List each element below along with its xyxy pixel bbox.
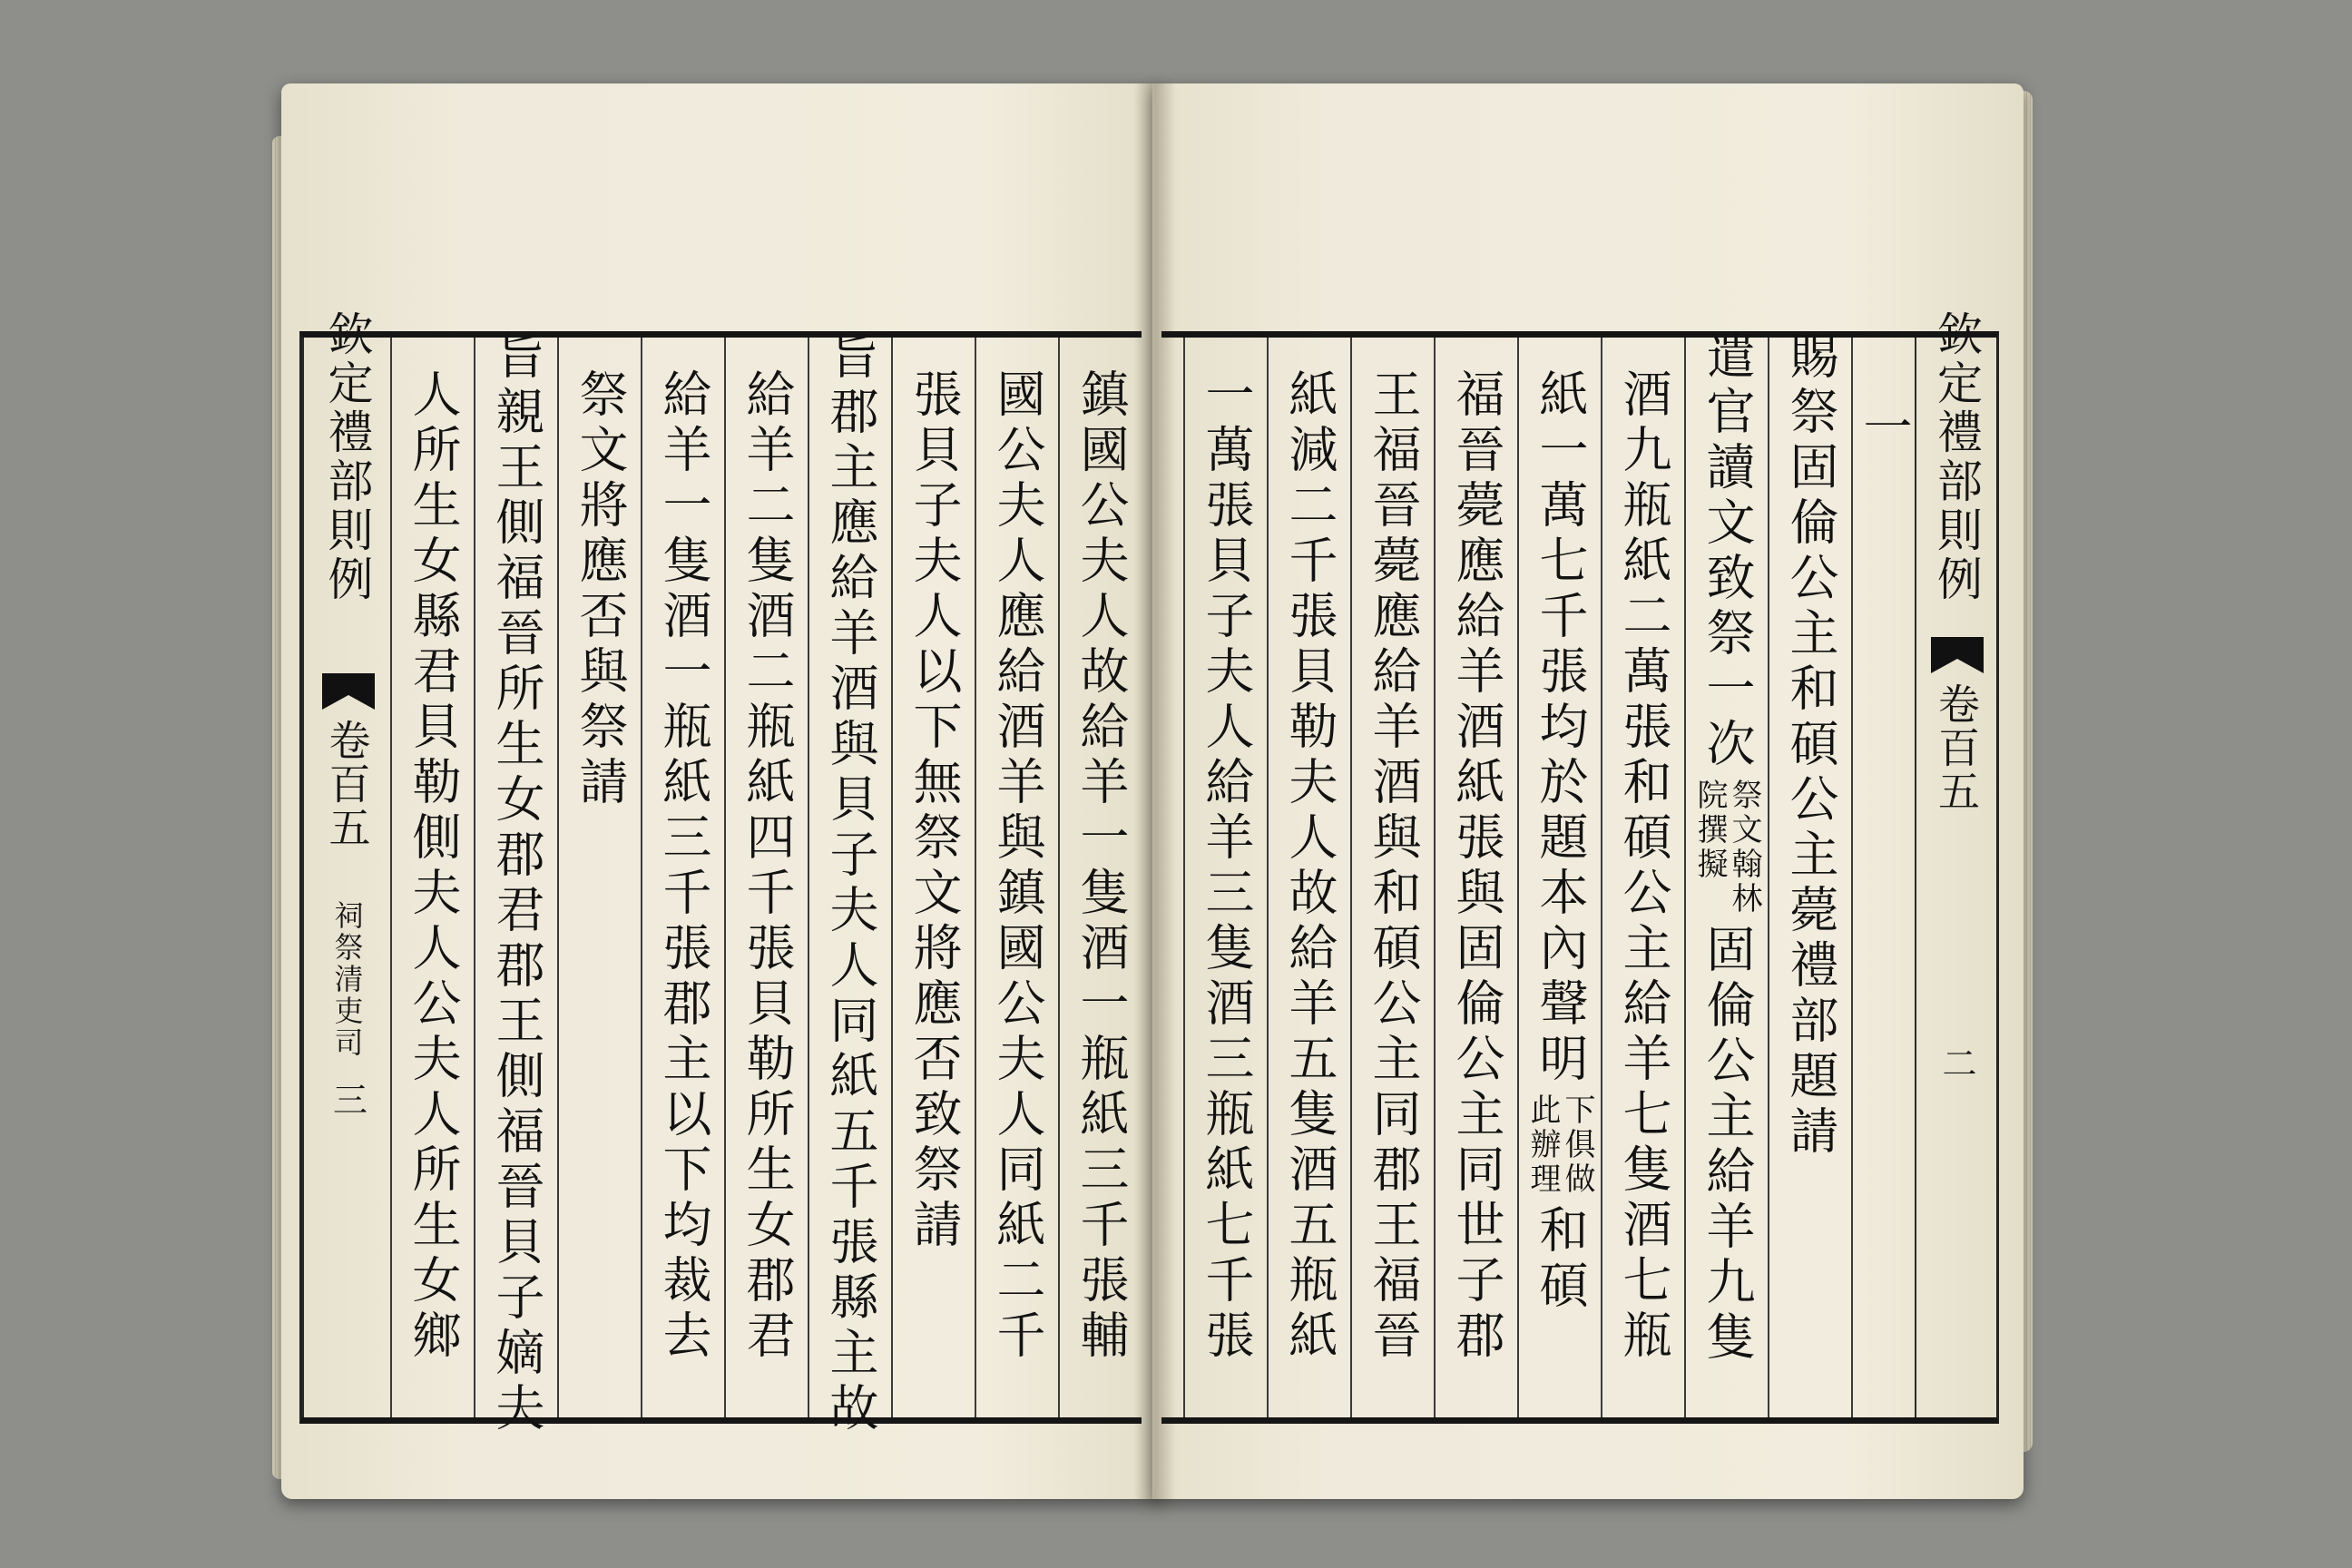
- right-column-2-note-a: 祭文翰林: [1726, 779, 1762, 916]
- left-column-2: [975, 338, 1058, 1417]
- right-banner: [1915, 310, 1996, 1417]
- right-column-7-text: 紙減二千張貝勒夫人故給羊五隻酒五瓶紙: [1281, 368, 1338, 1365]
- left-banner-folio: 三: [327, 1082, 368, 1116]
- right-banner-juan: 卷百五: [1932, 682, 1981, 813]
- right-fish-tail-icon: [1931, 637, 1984, 673]
- right-column-1-text: 賜祭固倫公主和碩公主薨禮部題請: [1782, 330, 1839, 1161]
- right-column-4-note-a: 下俱做: [1559, 1093, 1595, 1197]
- right-column-3: [1601, 338, 1684, 1417]
- left-column-3: [891, 338, 975, 1417]
- left-column-7-text: 祭文將應否與祭請: [572, 368, 629, 811]
- left-column-1-text: 鎮國公夫人故給羊一隻酒一瓶紙三千張輔: [1073, 368, 1130, 1365]
- right-section-marker: 一: [1856, 401, 1913, 456]
- left-banner-title: 欽定禮部則例: [320, 310, 374, 604]
- right-column-6-text: 王福晉薨應給羊酒與和碩公主同郡王福晉: [1365, 368, 1422, 1365]
- right-column-4-group: [1524, 368, 1595, 1315]
- left-column-9: [390, 338, 474, 1417]
- right-column-6: [1350, 338, 1434, 1417]
- right-column-2-note-b: 院撰擬: [1691, 779, 1728, 882]
- left-fish-tail-icon: [322, 673, 375, 710]
- left-column-2-text: 國公夫人應給酒羊與鎮國公夫人同紙二千: [989, 368, 1046, 1365]
- right-column-7: [1267, 338, 1350, 1417]
- right-banner-folio: 二: [1936, 1045, 1976, 1080]
- right-column-2-group: [1691, 330, 1762, 1367]
- right-column-4-text: 紙一萬七千張均於題本內聲明: [1532, 368, 1589, 1088]
- left-column-6-text: 給羊一隻酒一瓶紙三千張郡主以下均裁去: [655, 368, 712, 1365]
- right-text-frame: [1161, 310, 1999, 1424]
- right-column-1: [1768, 330, 1851, 1417]
- left-column-5-text: 給羊二隻酒二瓶紙四千張貝勒所生女郡君: [739, 368, 796, 1365]
- left-column-4: [808, 330, 891, 1437]
- right-column-4-tail: 和碩: [1532, 1204, 1589, 1315]
- right-column-3-text: 酒九瓶紙二萬張和碩公主給羊七隻酒七瓶: [1615, 368, 1672, 1365]
- left-banner: [302, 310, 390, 1417]
- left-column-7: [557, 338, 641, 1417]
- right-column-4-annotation: [1524, 1093, 1595, 1197]
- left-text-frame: [299, 310, 1142, 1437]
- left-column-1: [1058, 338, 1142, 1417]
- left-column-8: [474, 330, 557, 1437]
- right-column-2-annotation: [1691, 779, 1762, 916]
- right-banner-title: 欽定禮部則例: [1930, 310, 1983, 604]
- left-column-9-text: 人所生女縣君貝勒側夫人公夫人所生女鄉: [405, 368, 462, 1365]
- left-column-8-text: 旨親王側福晉所生女郡君郡王側福晉貝子嫡夫: [488, 330, 545, 1437]
- left-banner-section: 祠祭清吏司: [329, 900, 365, 1059]
- right-column-2: [1684, 330, 1768, 1417]
- right-column-8: [1183, 338, 1267, 1417]
- left-banner-juan: 卷百五: [322, 719, 372, 849]
- left-column-3-text: 張貝子夫人以下無祭文將應否致祭請: [906, 368, 963, 1254]
- left-column-5: [724, 338, 808, 1417]
- right-column-5-text: 福晉薨應給羊酒紙張與固倫公主同世子郡: [1448, 368, 1505, 1365]
- right-column-2-tail: 固倫公主給羊九隻: [1699, 924, 1756, 1367]
- right-column-4: [1517, 338, 1601, 1417]
- right-column-4-note-b: 此辦理: [1524, 1093, 1561, 1197]
- right-column-8-text: 一萬張貝子夫人給羊三隻酒三瓶紙七千張: [1198, 368, 1255, 1365]
- left-column-4-text: 旨郡主應給羊酒與貝子夫人同紙五千張縣主故: [822, 330, 879, 1437]
- right-marker-column: [1851, 338, 1915, 1417]
- right-column-5: [1434, 338, 1517, 1417]
- right-column-2-text: 遣官讀文致祭一次: [1699, 330, 1756, 773]
- left-column-6: [641, 338, 724, 1417]
